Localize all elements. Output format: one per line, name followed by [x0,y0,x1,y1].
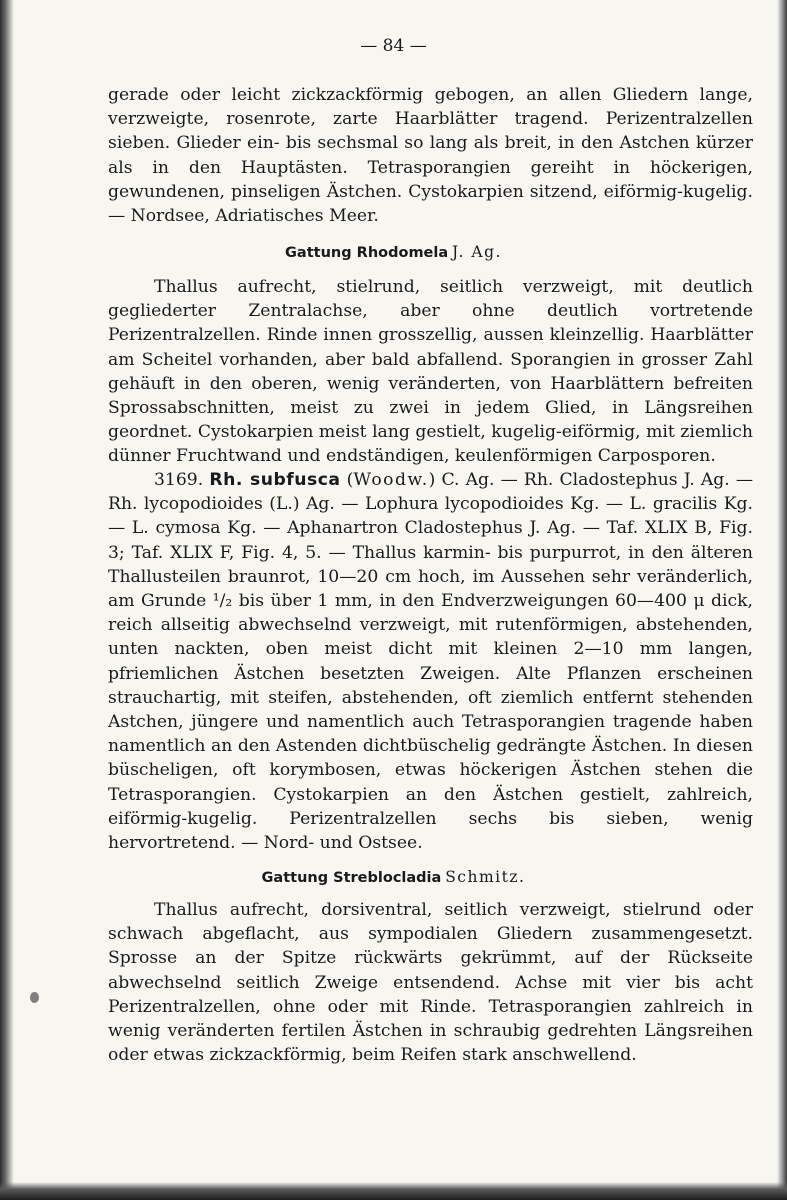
left-scan-edge [0,0,14,1200]
paragraph-text: Thallus aufrecht, stielrund, seitlich verzweigt, mit deutlich gegliederter Zentralachse, aber ohne deutlich vortretende Perizentralzellen. Rinde innen grosszellig, aussen kleinzellig. Haarblätter am Scheitel vorhanden, aber bald abfallend. Sporangien in grosser Zahl gehäuft in den oberen, wenig veränderten, von Haarblättern befreiten Sprossabschnitten, meist zu zwei in jedem Glied, in Längsreihen geordnet. Cystokarpien meist lang gestielt, kugelig-eiförmig, mit ziemlich dünner Fruchtwand und endständigen, keulenförmigen Carposporen. [108,277,753,467]
species-name: Rh. subfusca [209,470,341,490]
right-scan-edge [777,0,787,1200]
genus-label: Gattung Rhodomela [285,245,449,261]
page-number: — 84 — [360,36,427,56]
paragraph-text: gerade oder leicht zickzackförmig gebogen, an allen Gliedern lange, verzweigte, rosenrote, zarte Haarblätter tragend. Perizentralzellen sieben. Glieder ein- bis sechsmal so lang als breit, in den Astchen kürzer als in den Hauptästen. Tetrasporangien gereiht in höckerigen, gewundenen, pinseligen Ästchen. Cystokarpien sitzend, eiförmig-kugelig. — Nordsee, Adriatisches Meer. [108,85,753,227]
genus-label: Gattung Streblocladia [261,870,442,886]
species-entry [108,468,753,855]
paragraph-continuation [108,83,753,228]
species-number: 3169. [154,470,204,490]
genus-author: J. Ag. [452,243,502,261]
genus-description-streblocladia [108,898,753,1067]
species-description: ) C. Ag. — Rh. Cladostephus J. Ag. — Rh. lycopodioides (L.) Ag. — Lophura lycopodioides Kg. — L. gracilis Kg. — L. cymosa Kg. — Aphanartron Cladostephus J. Ag. — Taf. XLIX B, Fig. 3; Taf. XLIX F, Fig. 4, 5. — Thallus karmin- bis purpurrot, in den älteren Thallusteilen braunrot, 10—20 cm hoch, im Aussehen sehr veränderlich, am Grunde ¹/₂ bis über 1 mm, in den Endverzweigungen 60—400 μ dick, reich allseitig abwechselnd verzweigt, mit rutenförmigen, abstehenden, unten nackten, oben meist dicht mit kleinen 2—10 mm langen, pfriemlichen Ästchen besetzten Zweigen. Alte Pflanzen erscheinen strauchartig, mit steifen, abstehenden, oft ziemlich entfernt stehenden Astchen, jüngere und namentlich auch Tetrasporangien tragende haben namentlich an den Astenden dichtbüschelig gedrängte Ästchen. In diesen büscheligen, oft korymbosen, etwas höckerigen Ästchen stehen die Tetrasporangien. Cystokarpien an den Ästchen gestielt, zahlreich, eiförmig-kugelig. Perizentralzellen sechs bis sieben, wenig hervortretend. — Nord- und Ostsee. [108,470,754,854]
genus-description-rhodomela [108,275,753,469]
genus-author: Schmitz. [445,868,526,886]
paragraph-text: Thallus aufrecht, dorsiventral, seitlich verzweigt, stielrund oder schwach abgeflacht, aus sympodialen Gliedern zusammengesetzt. Sprosse an der Spitze rückwärts gekrümmt, auf der Rückseite abwechselnd seitlich Zweige entsendend. Achse mit vier bis acht Perizentralzellen, ohne oder mit Rinde. Tetrasporangien zahlreich in wenig veränderten fertilen Ästchen in schraubig gedrehten Längsreihen oder etwas zickzackförmig, beim Reifen stark anschwellend. [108,900,753,1066]
genus-heading-streblocladia [0,868,787,887]
genus-heading-rhodomela [0,243,787,262]
species-author-open: ( [346,470,354,490]
bottom-scan-edge [0,1182,787,1200]
ink-speck [30,992,39,1003]
species-paragraph [108,468,753,855]
species-author: Woodw. [353,470,429,490]
